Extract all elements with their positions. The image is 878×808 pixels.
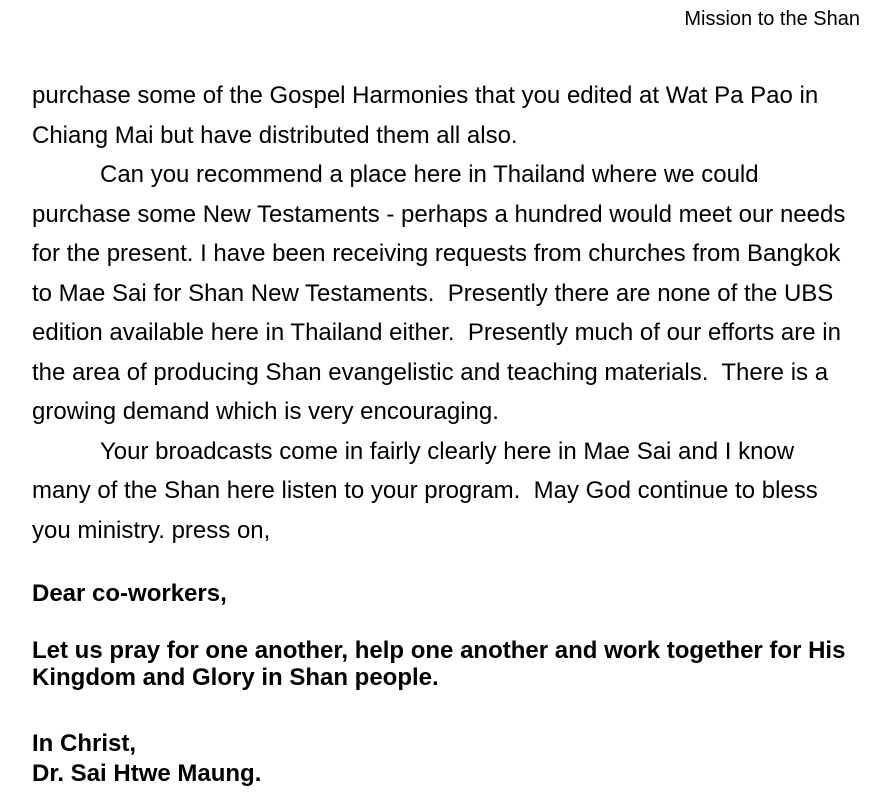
- closing-valediction: In Christ,: [32, 730, 137, 757]
- paragraph-broadcasts: Your broadcasts come in fairly clearly here in Mae Sai and I know many of the Shan here listen to your program. May God continue to bless you ministry. press on,: [32, 437, 825, 544]
- closing-signature: Dr. Sai Htwe Maung.: [32, 760, 262, 787]
- closing-exhortation: Let us pray for one another, help one another and work together for His Kingdom and Glory in Shan people.: [32, 637, 853, 691]
- page-header: [32, 8, 860, 31]
- header-title: Mission to the Shan: [684, 8, 860, 30]
- closing-salutation: Dear co-workers,: [32, 580, 227, 607]
- letter-body: [32, 76, 854, 550]
- paragraph-continuation: purchase some of the Gospel Harmonies that you edited at Wat Pa Pao in Chiang Mai but have distributed them all also.: [32, 82, 825, 149]
- paragraph-recommend-request: Can you recommend a place here in Thailand where we could purchase some New Testaments - perhaps a hundred would meet our needs for the present. I have been receiving requests from churches from Bangkok to Mae Sai for Shan New Testaments. Presently there are none of the UBS edition available here in Thailand either. Presently much of our efforts are in the area of producing Shan evangelistic and teaching materials. There is a growing demand which is very encouraging.: [32, 161, 853, 425]
- letter-closing: [32, 579, 854, 789]
